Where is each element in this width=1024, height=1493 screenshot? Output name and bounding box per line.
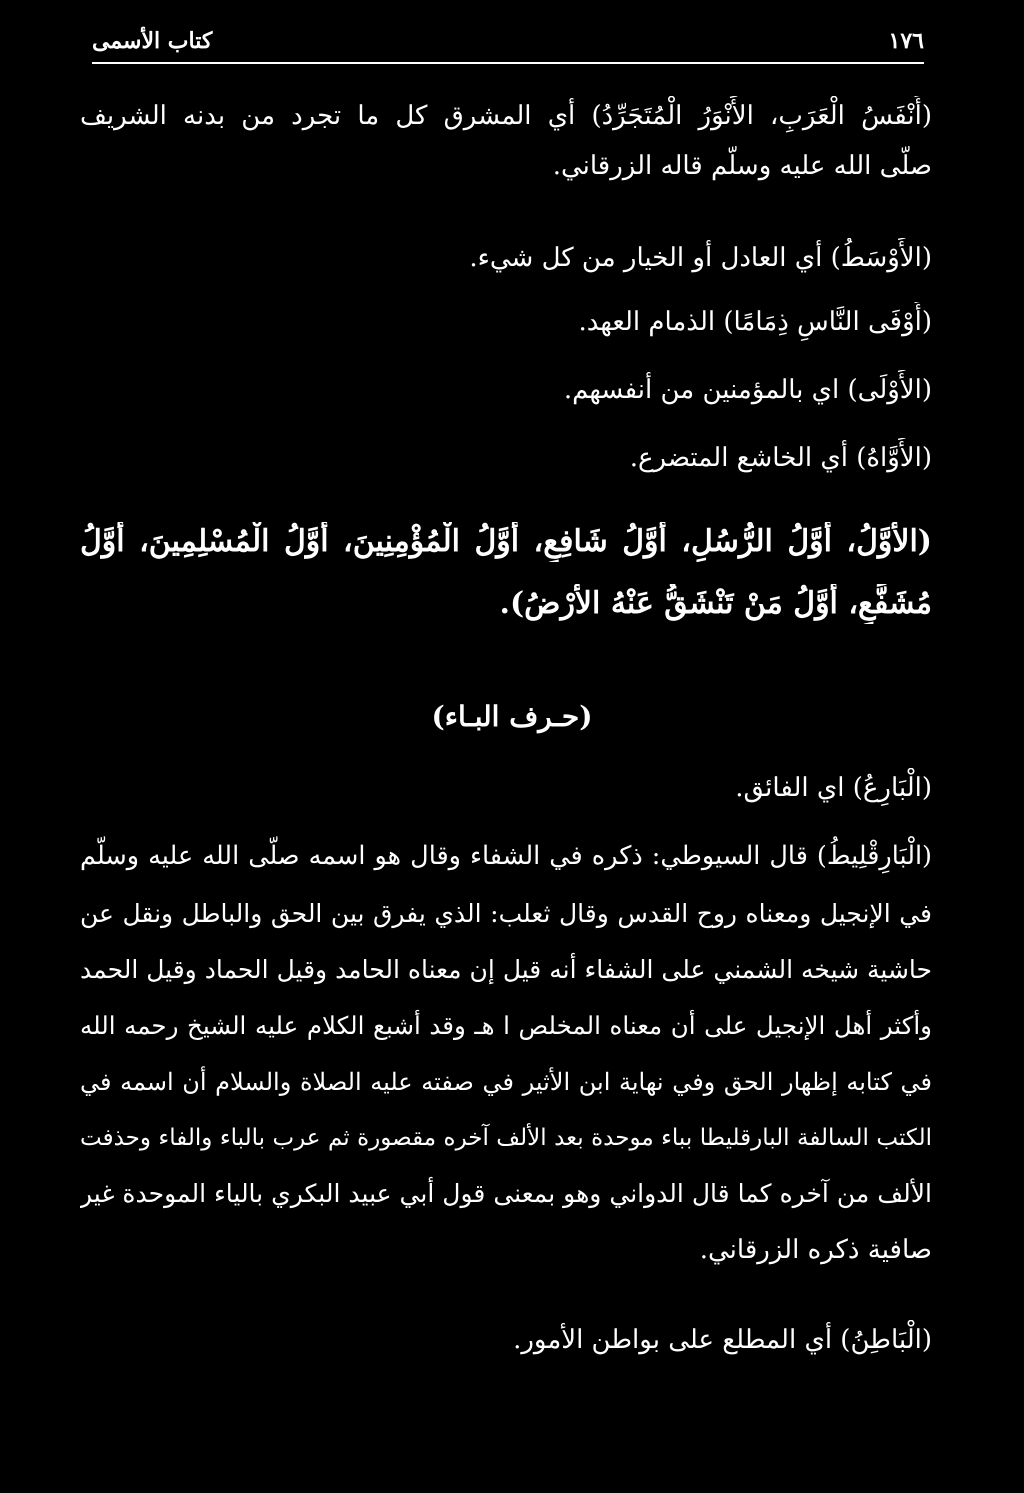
page-header xyxy=(92,22,924,62)
text-line-18: (الْبَاطِنُ) أي المطلع على بواطن الأمور. xyxy=(513,1325,932,1355)
text-line-8: مُشَفَّعٍ، أَوَّلُ مَنْ تَنْشَقُّ عَنْهُ الأَرْضُ). xyxy=(499,586,932,621)
header-rule xyxy=(92,62,924,64)
text-line-10: (الْبَارِقْلِيطُ) قال السيوطي: ذكره في الشفاء وقال هو اسمه صلَّى الله عليه وسلَّم xyxy=(80,841,932,871)
text-line-14: في كتابه إظهار الحق وفي نهاية ابن الأثير في صفته عليه الصلاة والسلام أن اسمه في xyxy=(80,1068,932,1096)
text-line-15: الكتب السالفة البارقليطا بباء موحدة بعد الألف آخره مقصورة ثم عرب بالباء والفاء وحذفت xyxy=(80,1125,932,1151)
text-line-12: حاشية شيخه الشمني على الشفاء أنه قيل إن معناه الحامد وقيل الحماد وقيل الحمد xyxy=(80,955,932,984)
text-line-16: الألف من آخره كما قال الدواني وهو بمعنى قول أبي عبيد البكري بالياء الموحدة غير xyxy=(80,1179,932,1208)
text-line-6: (الأَوَّاهُ) أي الخاشع المتضرع. xyxy=(629,443,932,473)
text-line-1: (أَنْفَسُ الْعَرَبِ، الأَنْوَرُ الْمُتَجَرِّدُ) أي المشرق كل ما تجرد من بدنه الشريف xyxy=(80,101,932,131)
text-line-13: وأكثر أهل الإنجيل على أن معناه المخلص ا هـ وقد أشبع الكلام عليه الشيخ رحمه الله xyxy=(80,1011,932,1040)
text-line-5: (الأَوْلَى) اي بالمؤمنين من أنفسهم. xyxy=(563,375,932,405)
text-line-9: (الْبَارِعُ) اي الفائق. xyxy=(735,773,932,803)
text-line-3: (الأَوْسَطُ) أي العادل أو الخيار من كل شيء. xyxy=(469,243,932,273)
section-heading: (حـرف البـاء) xyxy=(431,700,593,733)
text-line-2: صلَّى الله عليه وسلَّم قاله الزرقاني. xyxy=(552,151,932,181)
running-title: كتاب الأسمى xyxy=(92,28,213,54)
text-line-11: في الإنجيل ومعناه روح القدس وقال ثعلب: الذي يفرق بين الحق والباطل ونقل عن xyxy=(80,899,932,928)
page-number: ١٧٦ xyxy=(888,28,924,54)
text-line-7: (الأَوَّلُ، أَوَّلُ الرُّسُلِ، أَوَّلُ شَافِعٍ، أَوَّلُ الْمُؤْمِنِينَ، أَوَّلُ الْمُسْلِمِينَ، أَوَّلُ xyxy=(80,524,932,559)
text-line-4: (أَوْفَى النَّاسِ ذِمَامًا) الذمام العهد. xyxy=(578,307,932,337)
text-line-17: صافية ذكره الزرقاني. xyxy=(699,1235,932,1265)
